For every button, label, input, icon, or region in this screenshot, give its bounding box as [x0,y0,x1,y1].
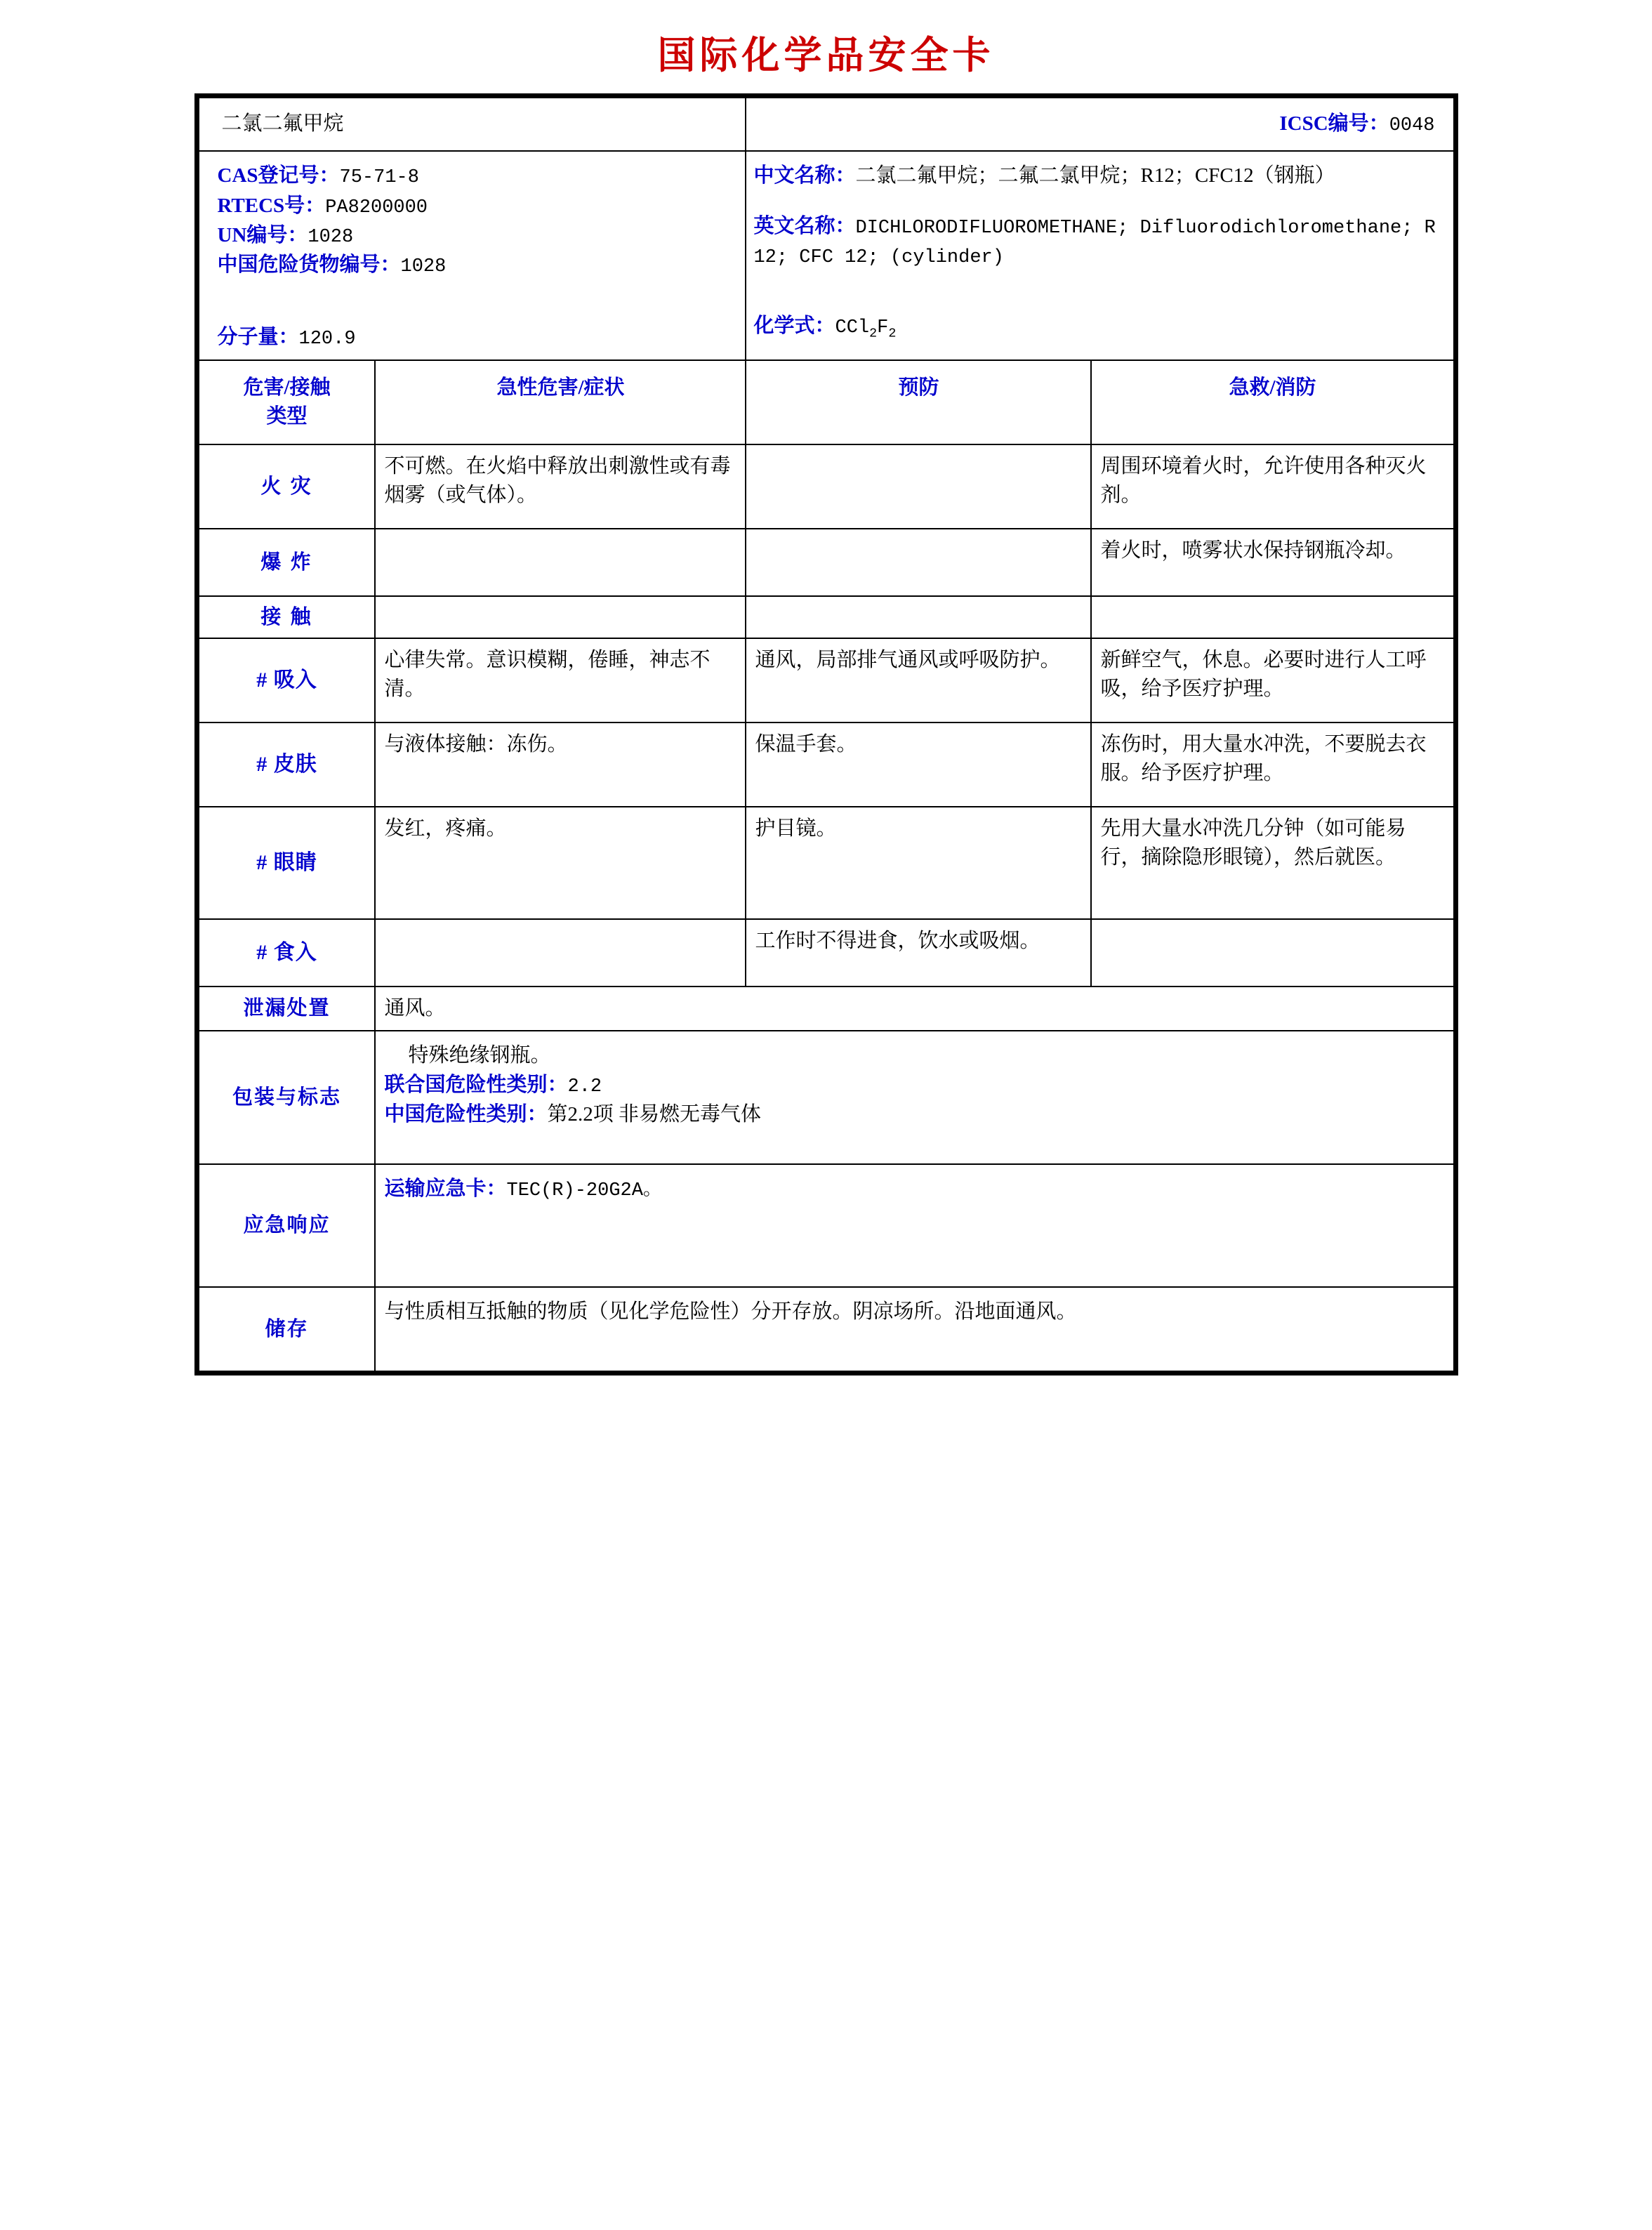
english-name-label: 英文名称： [753,214,856,237]
row-label-explosion: 爆 炸 [199,529,376,596]
icsc-label: ICSC编号： [1279,112,1389,135]
english-name-line [753,212,1446,272]
icsc-table [198,97,1455,1372]
tec-value: TEC(R)-20G2A。 [506,1180,662,1202]
row-label-skin: # 皮肤 [199,723,376,807]
packaging-line1: 特殊绝缘钢瓶。 [408,1044,551,1067]
packaging-body [375,1031,1453,1164]
cn-goods-label: 中国危险货物编号： [217,253,401,277]
inhalation-first-aid: 新鲜空气，休息。必要时进行人工呼吸，给予医疗护理。 [1091,638,1453,723]
formula-line [753,312,1446,343]
un-label: UN编号： [217,223,308,246]
formula-label: 化学式： [753,315,835,338]
id-spacer [218,281,739,319]
substance-name: 二氯二氟甲烷 [199,98,746,151]
ingestion-prevention: 工作时不得进食，饮水或吸烟。 [746,919,1091,987]
rtecs-label: RTECS号： [217,194,326,217]
explosion-first-aid: 着火时，喷雾状水保持钢瓶冷却。 [1091,529,1453,596]
chinese-name-label: 中文名称： [753,164,856,187]
table-row [199,723,1454,807]
col-header-hazard-type-line1: 危害/接触 [243,376,331,399]
names-block [746,151,1453,360]
cn-class-value: 第2.2项 非易燃无毒气体 [547,1102,762,1126]
rtecs-value: PA8200000 [325,197,428,218]
inhalation-prevention: 通风，局部排气通风或呼吸防护。 [746,638,1091,723]
col-header-acute-hazards: 急性危害/症状 [375,360,746,444]
identifiers-block [199,151,746,360]
card-header-row [199,98,1454,151]
molecular-weight-label: 分子量： [217,325,299,348]
ingestion-hazards [375,919,746,987]
skin-hazards: 与液体接触：冻伤。 [375,723,746,807]
un-value: 1028 [308,226,354,248]
table-row [199,529,1454,596]
rtecs-line [218,192,739,221]
storage-text: 与性质相互抵触的物质（见化学危险性）分开存放。阴凉场所。沿地面通风。 [375,1287,1453,1371]
row-label-inhalation: # 吸入 [199,638,376,723]
explosion-hazards [375,529,746,596]
section-label-spill: 泄漏处置 [199,987,376,1031]
section-label-packaging: 包装与标志 [199,1031,376,1164]
un-line [218,221,739,251]
row-label-ingestion: # 食入 [199,919,376,987]
cn-goods-line [218,251,739,280]
tec-label: 运输应急卡： [384,1177,507,1201]
page-title: 国际化学品安全卡 [657,34,995,77]
molecular-weight-line [218,319,739,352]
eyes-hazards: 发红，疼痛。 [375,807,746,919]
row-label-fire: 火 灾 [199,444,376,529]
table-row [199,807,1454,919]
col-header-prevention: 预防 [746,360,1091,444]
inhalation-hazards: 心律失常。意识模糊，倦睡，神志不清。 [375,638,746,723]
icsc-number-cell [746,98,1453,151]
table-row [199,919,1454,987]
fire-prevention [746,444,1091,529]
identification-row [199,151,1454,360]
un-class-label: 联合国危险性类别： [384,1073,568,1096]
packaging-row [199,1031,1454,1164]
cn-class-line [384,1100,1444,1129]
chinese-name-line [753,161,1446,190]
row-label-eyes: # 眼睛 [199,807,376,919]
emergency-row [199,1164,1454,1287]
ingestion-first-aid [1091,919,1453,987]
exposure-prevention [746,596,1091,638]
section-label-emergency: 应急响应 [199,1164,376,1287]
cas-value: 75-71-8 [339,167,419,189]
col-header-hazard-type-line2: 类型 [266,405,308,428]
skin-prevention: 保温手套。 [746,723,1091,807]
cn-goods-value: 1028 [400,256,447,278]
eyes-first-aid: 先用大量水冲洗几分钟（如可能易行，摘除隐形眼镜），然后就医。 [1091,807,1453,919]
icsc-value: 0048 [1389,115,1435,136]
spill-row [199,987,1454,1031]
names-spacer [753,191,1446,212]
table-row [199,444,1454,529]
un-class-line [384,1071,1444,1100]
col-header-first-aid: 急救/消防 [1091,360,1453,444]
english-name-value: DICHLORODIFLUOROMETHANE; Difluorodichloromethane; R 12; CFC 12; (cylinder) [753,217,1436,268]
table-row [199,596,1454,638]
cn-class-label: 中国危险性类别： [384,1102,548,1126]
explosion-prevention [746,529,1091,596]
col-header-hazard-type [199,360,376,444]
table-row [199,638,1454,723]
cas-line [218,161,739,191]
spill-text: 通风。 [375,987,1453,1031]
un-class-value: 2.2 [567,1076,602,1097]
chinese-name-value: 二氯二氟甲烷；二氟二氯甲烷；R12；CFC12（钢瓶） [855,164,1335,187]
eyes-prevention: 护目镜。 [746,807,1091,919]
exposure-hazards [375,596,746,638]
exposure-first-aid [1091,596,1453,638]
row-label-exposure: 接 触 [199,596,376,638]
names-spacer-2 [753,271,1446,312]
column-header-row [199,360,1454,444]
fire-first-aid: 周围环境着火时，允许使用各种灭火剂。 [1091,444,1453,529]
icsc-card [194,93,1458,1375]
fire-hazards: 不可燃。在火焰中释放出刺激性或有毒烟雾（或气体）。 [375,444,746,529]
storage-row [199,1287,1454,1371]
molecular-weight-value: 120.9 [298,328,356,350]
formula-value: $CCl_2F_2$ [835,317,897,341]
emergency-body [375,1164,1453,1287]
section-label-storage: 储存 [199,1287,376,1371]
cas-label: CAS登记号： [217,164,340,187]
tec-line [384,1175,1444,1204]
skin-first-aid: 冻伤时，用大量水冲洗，不要脱去衣服。给予医疗护理。 [1091,723,1453,807]
